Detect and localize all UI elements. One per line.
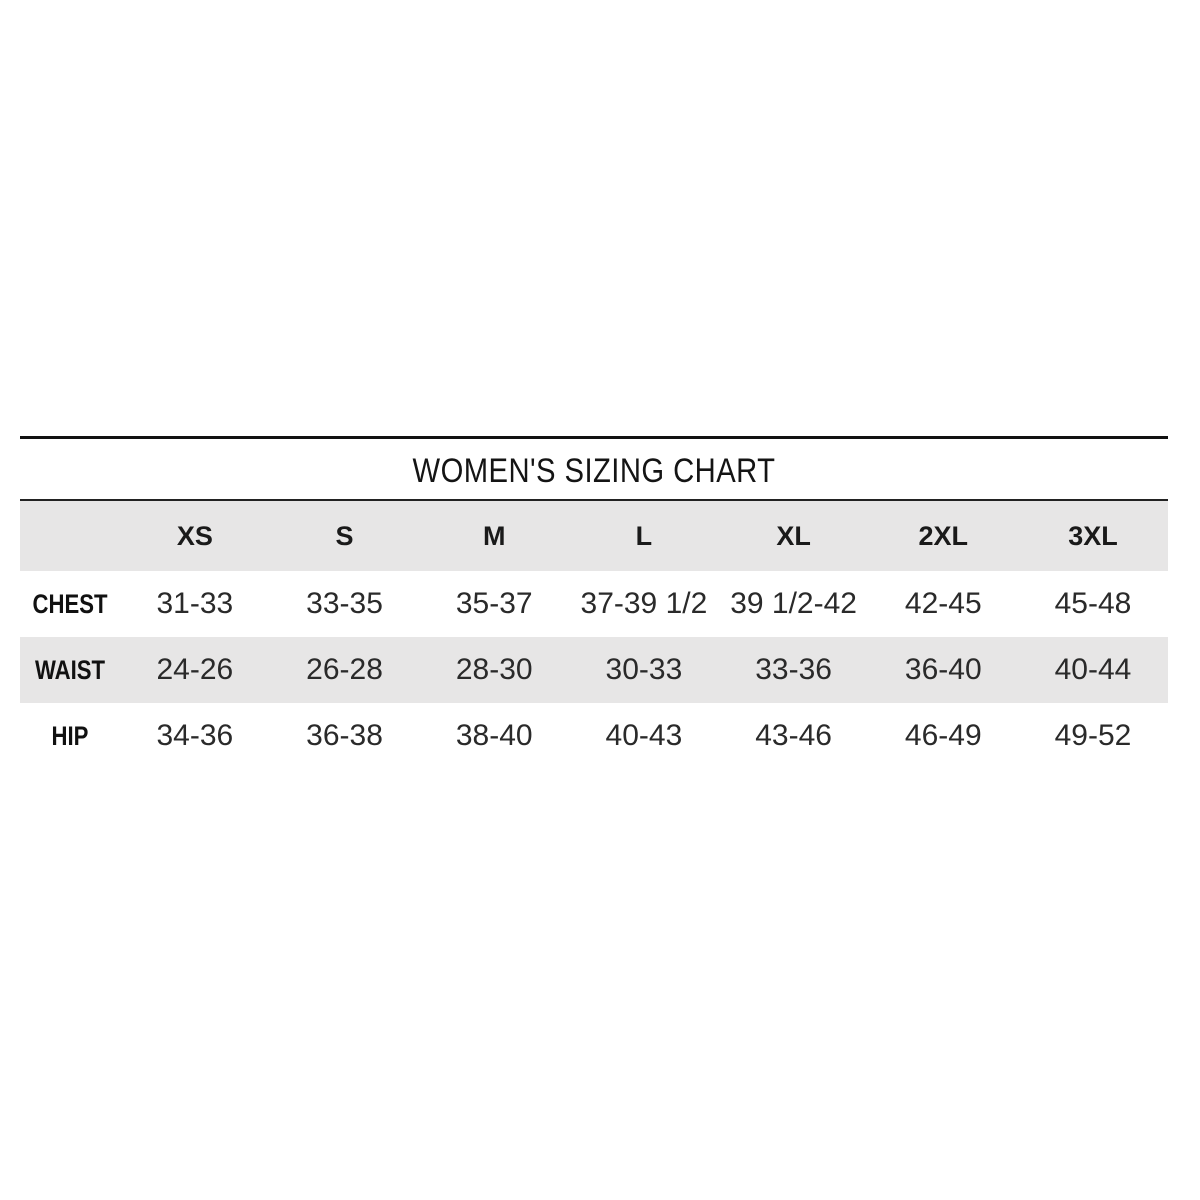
- table-cell: 42-45: [904, 587, 982, 620]
- table-cell: 35-37: [455, 587, 533, 620]
- table-cell: 34-36: [156, 719, 234, 752]
- table-cell: 43-46: [755, 719, 832, 752]
- table-cell: 46-49: [904, 719, 982, 752]
- table-cell: 30-33: [605, 653, 683, 686]
- table-cell: 31-33: [156, 587, 234, 620]
- size-header-xs: XS: [176, 520, 213, 551]
- table-cell: 26-28: [306, 653, 383, 686]
- row-label-hip: HIP: [51, 720, 89, 751]
- row-label-waist: WAIST: [34, 654, 106, 685]
- chart-title: WOMEN'S SIZING CHART: [412, 451, 776, 490]
- table-row-hip: [20, 703, 1168, 769]
- table-cell: 37-39 1/2: [580, 587, 708, 620]
- size-header-row: [20, 501, 1168, 571]
- table-row-waist: [20, 637, 1168, 703]
- table-cell: 49-52: [1054, 719, 1132, 752]
- table-cell: 40-44: [1054, 653, 1132, 686]
- table-cell: 24-26: [156, 653, 234, 686]
- table-cell: 33-36: [755, 653, 832, 686]
- table-cell: 39 1/2-42: [730, 587, 857, 620]
- table-cell: 38-40: [455, 719, 533, 752]
- sizing-chart: [20, 436, 1168, 769]
- table-row-chest: [20, 571, 1168, 637]
- table-cell: 36-40: [904, 653, 982, 686]
- size-header-xl: XL: [776, 520, 811, 551]
- table-cell: 36-38: [306, 719, 383, 752]
- table-cell: 40-43: [605, 719, 683, 752]
- size-header-s: S: [335, 520, 354, 551]
- size-header-2xl: 2XL: [918, 520, 969, 551]
- table-cell: 28-30: [455, 653, 533, 686]
- table-cell: 33-35: [306, 587, 383, 620]
- size-header-l: L: [635, 520, 653, 551]
- row-label-chest: CHEST: [32, 588, 108, 619]
- size-header-3xl: 3XL: [1068, 520, 1118, 551]
- table-cell: 45-48: [1054, 587, 1132, 620]
- title-bar: [20, 439, 1168, 499]
- size-header-m: M: [482, 520, 506, 551]
